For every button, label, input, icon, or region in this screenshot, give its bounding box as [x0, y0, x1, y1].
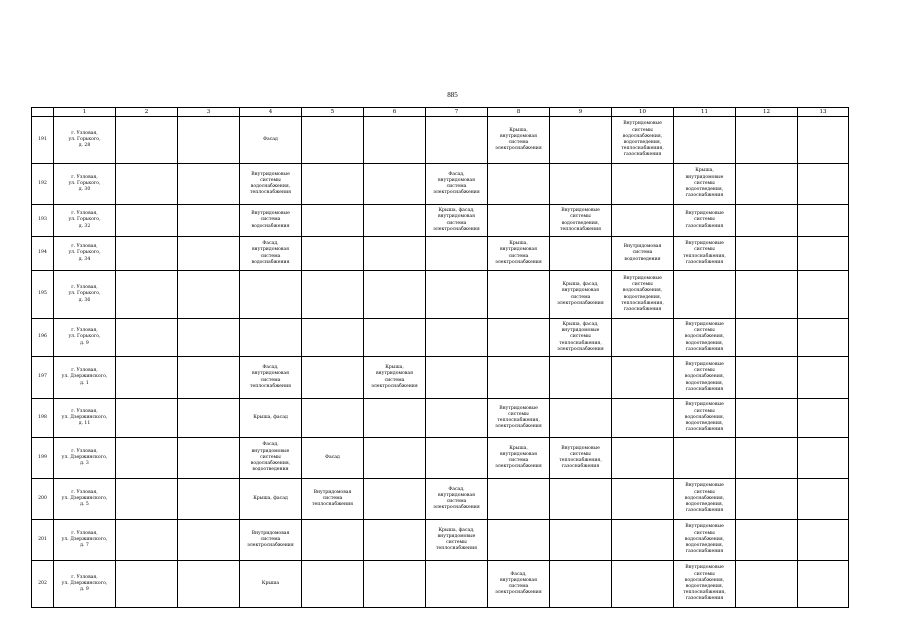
address-cell [54, 205, 116, 237]
work-cell-9 [550, 357, 612, 399]
work-cell-10 [612, 205, 674, 237]
table-row [32, 357, 849, 399]
cell-text: г. Узловая, ул. Дзержинского, д. 9 [61, 574, 108, 593]
empty-cell-3 [178, 479, 240, 520]
work-cell-8 [488, 438, 550, 479]
empty-cell-3 [178, 438, 240, 479]
header-cell: 10 [612, 108, 674, 117]
address-cell [54, 479, 116, 520]
work-cell-9 [550, 271, 612, 319]
schedule-table [31, 107, 849, 608]
cell-text: Крыша, фасад, внутридомовые системы теплоснабжения [435, 527, 478, 552]
row-number-cell [32, 319, 54, 357]
work-cell-7 [426, 357, 488, 399]
work-cell-8 [488, 164, 550, 205]
table-row [32, 164, 849, 205]
work-cell-7 [426, 561, 488, 608]
work-cell-7 [426, 479, 488, 520]
work-cell-12 [736, 319, 798, 357]
work-cell-13 [798, 205, 849, 237]
cell-text: 201 [38, 536, 47, 542]
work-cell-6 [364, 205, 426, 237]
work-cell-9 [550, 561, 612, 608]
cell-text: г. Узловая, ул. Горького, д. 34 [68, 244, 101, 262]
work-cell-13 [798, 117, 849, 164]
cell-text: Внутридомовые системы водоснабжения, водоотведения, газоснабжения [684, 402, 725, 433]
work-cell-9 [550, 237, 612, 271]
work-cell-8 [488, 319, 550, 357]
empty-cell-2 [116, 271, 178, 319]
work-cell-9 [550, 205, 612, 237]
table-row [32, 520, 849, 561]
empty-cell-2 [116, 164, 178, 205]
address-cell [54, 438, 116, 479]
address-cell [54, 319, 116, 357]
work-cell-7 [426, 205, 488, 237]
header-cell: 12 [736, 108, 798, 117]
work-cell-5 [302, 117, 364, 164]
cell-text: Внутридомовые системы теплоснабжения, газоснабжения [683, 241, 726, 265]
cell-text: Фасад, внутридомовая система электроснабжения [433, 486, 480, 511]
work-cell-12 [736, 399, 798, 438]
table-row [32, 399, 849, 438]
work-cell-9 [550, 399, 612, 438]
work-cell-5 [302, 271, 364, 319]
empty-cell-3 [178, 357, 240, 399]
address-cell [54, 271, 116, 319]
row-number-cell [32, 479, 54, 520]
work-cell-5 [302, 561, 364, 608]
work-cell-11 [674, 561, 736, 608]
work-cell-7 [426, 237, 488, 271]
work-cell-4 [240, 561, 302, 608]
work-cell-4 [240, 117, 302, 164]
work-cell-9 [550, 438, 612, 479]
work-cell-13 [798, 479, 849, 520]
work-cell-7 [426, 164, 488, 205]
work-cell-13 [798, 561, 849, 608]
work-cell-5 [302, 319, 364, 357]
work-cell-8 [488, 520, 550, 561]
work-cell-5 [302, 479, 364, 520]
cell-text: г. Узловая, ул. Горького, д. 32 [68, 211, 101, 229]
empty-cell-2 [116, 205, 178, 237]
work-cell-5 [302, 399, 364, 438]
work-cell-12 [736, 117, 798, 164]
work-cell-8 [488, 205, 550, 237]
work-cell-8 [488, 399, 550, 438]
work-cell-13 [798, 319, 849, 357]
table-row [32, 319, 849, 357]
cell-text: 192 [38, 180, 47, 186]
work-cell-8 [488, 479, 550, 520]
row-number-cell [32, 237, 54, 271]
work-cell-12 [736, 520, 798, 561]
work-cell-8 [488, 237, 550, 271]
work-cell-7 [426, 271, 488, 319]
empty-cell-2 [116, 237, 178, 271]
cell-text: 196 [38, 334, 47, 340]
table-row [32, 271, 849, 319]
cell-text: г. Узловая, ул. Горького, д. 9 [68, 328, 101, 346]
work-cell-11 [674, 520, 736, 561]
work-cell-8 [488, 271, 550, 319]
cell-text: Внутридомовая система электроснабжения [247, 530, 294, 549]
work-cell-4 [240, 520, 302, 561]
address-cell [54, 237, 116, 271]
cell-text: Внутридомовая система водоотведения [623, 244, 662, 262]
empty-cell-3 [178, 399, 240, 438]
work-cell-11 [674, 319, 736, 357]
work-cell-12 [736, 205, 798, 237]
cell-text: Внутридомовые системы водоснабжения, водоотведения, теплоснабжения, газоснабжения [683, 565, 726, 602]
work-cell-9 [550, 520, 612, 561]
work-cell-6 [364, 117, 426, 164]
empty-cell-3 [178, 561, 240, 608]
work-cell-13 [798, 271, 849, 319]
header-cell: 6 [364, 108, 426, 117]
work-cell-11 [674, 357, 736, 399]
work-cell-11 [674, 164, 736, 205]
table-row [32, 479, 849, 520]
row-number-cell [32, 399, 54, 438]
work-cell-12 [736, 357, 798, 399]
address-cell [54, 520, 116, 561]
work-cell-4 [240, 357, 302, 399]
cell-text: Фасад, внутридомовая система теплоснабжения [249, 365, 292, 389]
table-row [32, 117, 849, 164]
row-number-cell [32, 271, 54, 319]
work-cell-6 [364, 561, 426, 608]
work-cell-6 [364, 271, 426, 319]
empty-cell-3 [178, 319, 240, 357]
work-cell-10 [612, 319, 674, 357]
address-cell [54, 117, 116, 164]
work-cell-4 [240, 205, 302, 237]
cell-text: Внутридомовые системы водоснабжения, водоотведения, теплоснабжения, газоснабжения [621, 275, 664, 312]
header-cell: 11 [674, 108, 736, 117]
cell-text: 199 [38, 454, 47, 460]
header-cell: 13 [798, 108, 849, 117]
header-cell: 3 [178, 108, 240, 117]
cell-text: 197 [38, 374, 47, 380]
cell-text: Крыша, внутридомовая система электроснабжения [495, 127, 542, 152]
work-cell-6 [364, 164, 426, 205]
header-cell: 2 [116, 108, 178, 117]
work-cell-6 [364, 520, 426, 561]
work-cell-11 [674, 117, 736, 164]
empty-cell-3 [178, 205, 240, 237]
empty-cell-2 [116, 479, 178, 520]
work-cell-10 [612, 357, 674, 399]
cell-text: 193 [38, 217, 47, 223]
work-cell-9 [550, 319, 612, 357]
cell-text: Крыша, фасад, внутридомовые системы теплоснабжения, электроснабжения [557, 321, 604, 352]
work-cell-9 [550, 117, 612, 164]
header-cell: 9 [550, 108, 612, 117]
row-number-cell [32, 561, 54, 608]
cell-text: Внутридомовые системы теплоснабжения, газоснабжения [559, 445, 602, 470]
empty-cell-2 [116, 438, 178, 479]
empty-cell-2 [116, 399, 178, 438]
cell-text: Внутридомовые системы водоснабжения, водоотведения, газоснабжения [684, 483, 725, 514]
work-cell-9 [550, 164, 612, 205]
cell-text: Внутридомовая система теплоснабжения [311, 489, 354, 508]
cell-text: Внутридомовые система водоснабжения [251, 211, 290, 229]
cell-text: Внутридомовые системы водоснабжения, водоотведения, газоснабжения [684, 524, 725, 555]
work-cell-10 [612, 399, 674, 438]
cell-text: Крыша, внутридомовая система электроснабжения [371, 365, 418, 389]
row-number-cell [32, 438, 54, 479]
cell-text: 198 [38, 414, 47, 420]
work-cell-5 [302, 164, 364, 205]
work-cell-11 [674, 399, 736, 438]
header-cell: 7 [426, 108, 488, 117]
header-cell: 4 [240, 108, 302, 117]
table-row [32, 205, 849, 237]
work-cell-9 [550, 479, 612, 520]
table-row [32, 237, 849, 271]
cell-text: Внутридомовые системы газоснабжения [685, 211, 724, 229]
work-cell-10 [612, 479, 674, 520]
cell-text: Крыша, фасад, внутридомовая система электроснабжения [433, 208, 480, 232]
empty-cell-2 [116, 561, 178, 608]
cell-text: г. Узловая, ул. Дзержинского, д. 1 [61, 368, 108, 386]
cell-text: г. Узловая, ул. Горького, д. 28 [68, 130, 101, 149]
cell-text: Крыша, внутридомовая система электроснабжения [495, 241, 542, 265]
empty-cell-2 [116, 520, 178, 561]
empty-cell-3 [178, 271, 240, 319]
cell-text: г. Узловая, ул. Дзержинского, д. 3 [61, 448, 108, 467]
cell-text: Фасад, внутридомовая система электроснабжения [433, 171, 480, 196]
cell-text: Крыша, фасад [253, 414, 288, 420]
cell-text: 200 [38, 495, 47, 501]
work-cell-10 [612, 438, 674, 479]
work-cell-13 [798, 399, 849, 438]
cell-text: Крыша, фасад [253, 495, 288, 501]
work-cell-11 [674, 205, 736, 237]
cell-text: 191 [38, 136, 47, 142]
work-cell-4 [240, 271, 302, 319]
work-cell-13 [798, 438, 849, 479]
header-cell: 5 [302, 108, 364, 117]
work-cell-6 [364, 438, 426, 479]
cell-text: Фасад [263, 136, 278, 142]
cell-text: Крыша, внутридомовая система электроснабжения [495, 445, 542, 470]
cell-text: г. Узловая, ул. Дзержинского, д. 11 [61, 408, 108, 427]
work-cell-13 [798, 520, 849, 561]
cell-text: Внутридомовые системы теплоснабжения, электроснабжения [495, 405, 542, 430]
table-row [32, 438, 849, 479]
work-cell-10 [612, 117, 674, 164]
cell-text: Внутридомовые системы водоотведения, теплоснабжения [559, 208, 602, 232]
work-cell-12 [736, 561, 798, 608]
work-cell-13 [798, 357, 849, 399]
cell-text: Фасад [325, 454, 340, 460]
header-row [32, 108, 849, 117]
row-number-cell [32, 164, 54, 205]
cell-text: Внутридомовые системы водоснабжения, теплоснабжения [249, 171, 292, 196]
cell-text: 202 [38, 580, 47, 586]
work-cell-13 [798, 237, 849, 271]
work-cell-7 [426, 399, 488, 438]
cell-text: Крыша, фасад, внутридомовая система электроснабжения [557, 282, 604, 306]
row-number-cell [32, 205, 54, 237]
cell-text: 194 [38, 250, 47, 256]
work-cell-12 [736, 438, 798, 479]
work-cell-12 [736, 164, 798, 205]
work-cell-6 [364, 357, 426, 399]
work-cell-5 [302, 205, 364, 237]
cell-text: Внутридомовые системы водоснабжения, водоотведения, газоснабжения [684, 361, 725, 392]
table-row [32, 561, 849, 608]
work-cell-10 [612, 520, 674, 561]
cell-text: г. Узловая, ул. Дзержинского, д. 7 [61, 530, 108, 549]
cell-text: 195 [38, 291, 47, 297]
work-cell-4 [240, 319, 302, 357]
row-number-cell [32, 520, 54, 561]
work-cell-7 [426, 520, 488, 561]
work-cell-6 [364, 479, 426, 520]
empty-cell-2 [116, 319, 178, 357]
work-cell-4 [240, 438, 302, 479]
cell-text: Фасад, внутридомовая система электроснабжения [495, 571, 542, 596]
cell-text: Внутридомовые системы водоснабжения, водоотведения, газоснабжения [684, 321, 725, 352]
empty-cell-3 [178, 520, 240, 561]
page-number: 885 [447, 91, 458, 99]
cell-text: г. Узловая, ул. Горького, д. 36 [68, 285, 101, 303]
work-cell-13 [798, 164, 849, 205]
work-cell-6 [364, 237, 426, 271]
work-cell-7 [426, 438, 488, 479]
empty-cell-3 [178, 237, 240, 271]
empty-cell-3 [178, 164, 240, 205]
header-cell-num [32, 108, 54, 117]
cell-text: Фасад, внутридомовая система водоснабжения [251, 241, 290, 265]
work-cell-7 [426, 319, 488, 357]
cell-text: Крыша, внутридомовые системы водоотведения, газоснабжения [685, 168, 724, 199]
work-cell-11 [674, 237, 736, 271]
row-number-cell [32, 357, 54, 399]
work-cell-10 [612, 237, 674, 271]
address-cell [54, 357, 116, 399]
work-cell-8 [488, 357, 550, 399]
work-cell-6 [364, 399, 426, 438]
address-cell [54, 399, 116, 438]
work-cell-4 [240, 164, 302, 205]
cell-text: Внутридомовые системы водоснабжения, водоотведения, теплоснабжения, газоснабжения [621, 121, 664, 158]
work-cell-11 [674, 438, 736, 479]
work-cell-5 [302, 520, 364, 561]
empty-cell-2 [116, 117, 178, 164]
row-number-cell [32, 117, 54, 164]
address-cell [54, 561, 116, 608]
work-cell-10 [612, 164, 674, 205]
work-cell-5 [302, 237, 364, 271]
cell-text: г. Узловая, ул. Дзержинского, д. 5 [61, 489, 108, 508]
work-cell-12 [736, 271, 798, 319]
work-cell-4 [240, 399, 302, 438]
work-cell-6 [364, 319, 426, 357]
work-cell-4 [240, 479, 302, 520]
header-cell: 8 [488, 108, 550, 117]
work-cell-8 [488, 117, 550, 164]
work-cell-5 [302, 438, 364, 479]
cell-text: Крыша [261, 580, 280, 586]
header-cell: 1 [54, 108, 116, 117]
address-cell [54, 164, 116, 205]
empty-cell-3 [178, 117, 240, 164]
work-cell-12 [736, 237, 798, 271]
work-cell-11 [674, 271, 736, 319]
work-cell-10 [612, 271, 674, 319]
work-cell-11 [674, 479, 736, 520]
work-cell-5 [302, 357, 364, 399]
work-cell-4 [240, 237, 302, 271]
cell-text: Фасад, внутридомовые системы водоснабжения, водоотведения [250, 442, 291, 473]
work-cell-8 [488, 561, 550, 608]
work-cell-10 [612, 561, 674, 608]
cell-text: г. Узловая, ул. Горького, д. 30 [68, 174, 101, 193]
work-cell-7 [426, 117, 488, 164]
empty-cell-2 [116, 357, 178, 399]
work-cell-12 [736, 479, 798, 520]
